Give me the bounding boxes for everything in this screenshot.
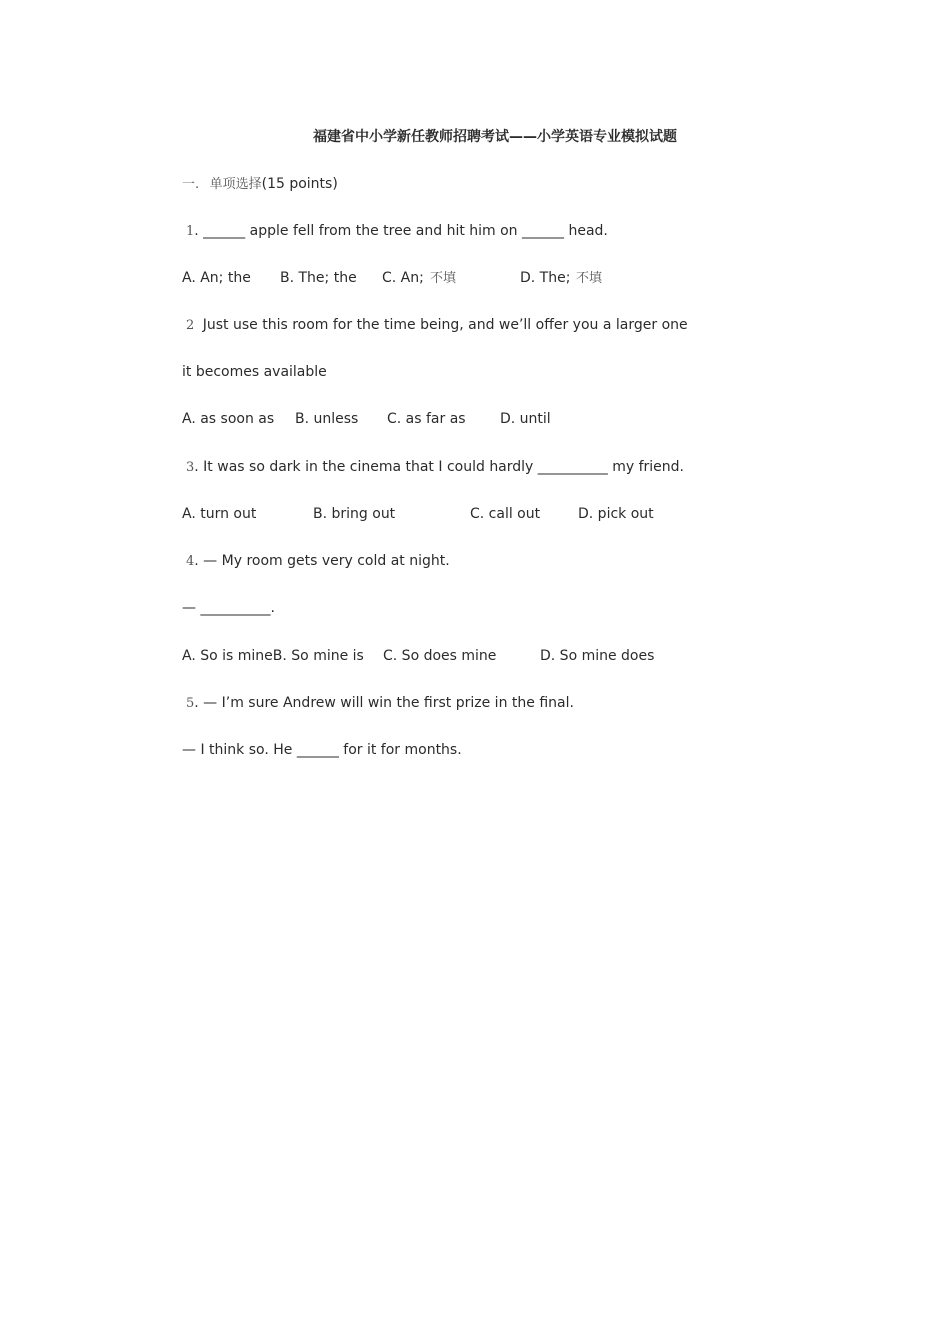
question-1	[182, 221, 608, 241]
section-number: 一.	[182, 177, 200, 192]
question-1-text: . ______ apple fell from the tree and hit him on ______ head.	[194, 223, 608, 239]
question-4-text: . — My room gets very cold at night.	[194, 553, 450, 569]
option-d-blank: 不填	[576, 271, 603, 286]
option-d: D. The;	[520, 270, 571, 286]
question-5-text: . — I’m sure Andrew will win the first prize in the final.	[194, 695, 574, 711]
option-b: B. bring out	[313, 506, 396, 522]
option-a: A. as soon as	[182, 411, 275, 427]
question-1-number: 1	[186, 224, 195, 239]
option-d: D. pick out	[578, 506, 654, 522]
question-3-text: . It was so dark in the cinema that I could hardly __________ my friend.	[194, 459, 685, 475]
option-a: A. An; the	[182, 270, 251, 286]
section-points: (15 points)	[261, 176, 338, 192]
question-3-options	[182, 504, 782, 524]
question-4	[182, 551, 450, 571]
option-c: C. call out	[470, 506, 541, 522]
option-c-blank: 不填	[430, 271, 457, 286]
section-label: 单项选择	[209, 177, 262, 192]
question-4-number: 4	[186, 554, 195, 569]
option-d: D. until	[500, 411, 551, 427]
question-2-number: 2	[186, 318, 195, 333]
option-a-b: A. So is mineB. So mine is	[182, 648, 364, 664]
question-5-number: 5	[186, 696, 195, 711]
option-c: C. as far as	[387, 411, 466, 427]
option-b: B. unless	[295, 411, 359, 427]
option-c: C. An;	[382, 270, 424, 286]
option-a: A. turn out	[182, 506, 257, 522]
question-2-text: Just use this room for the time being, and we’ll offer you a larger one	[202, 317, 688, 333]
section-heading	[182, 174, 338, 194]
question-4-reply: — __________.	[182, 600, 275, 616]
question-5	[182, 693, 574, 713]
question-3-number: 3	[186, 460, 195, 475]
question-3	[182, 457, 684, 477]
question-4-options	[182, 646, 782, 666]
question-5-reply: — I think so. He ______ for it for months.	[182, 742, 462, 758]
question-2-continuation: it becomes available	[182, 364, 327, 380]
document-title: 福建省中小学新任教师招聘考试——小学英语专业模拟试题	[313, 129, 677, 145]
question-2	[182, 315, 688, 335]
option-d: D. So mine does	[540, 648, 655, 664]
question-2-options	[182, 409, 782, 429]
option-c: C. So does mine	[383, 648, 497, 664]
option-b: B. The; the	[280, 270, 357, 286]
question-1-options	[182, 268, 782, 288]
